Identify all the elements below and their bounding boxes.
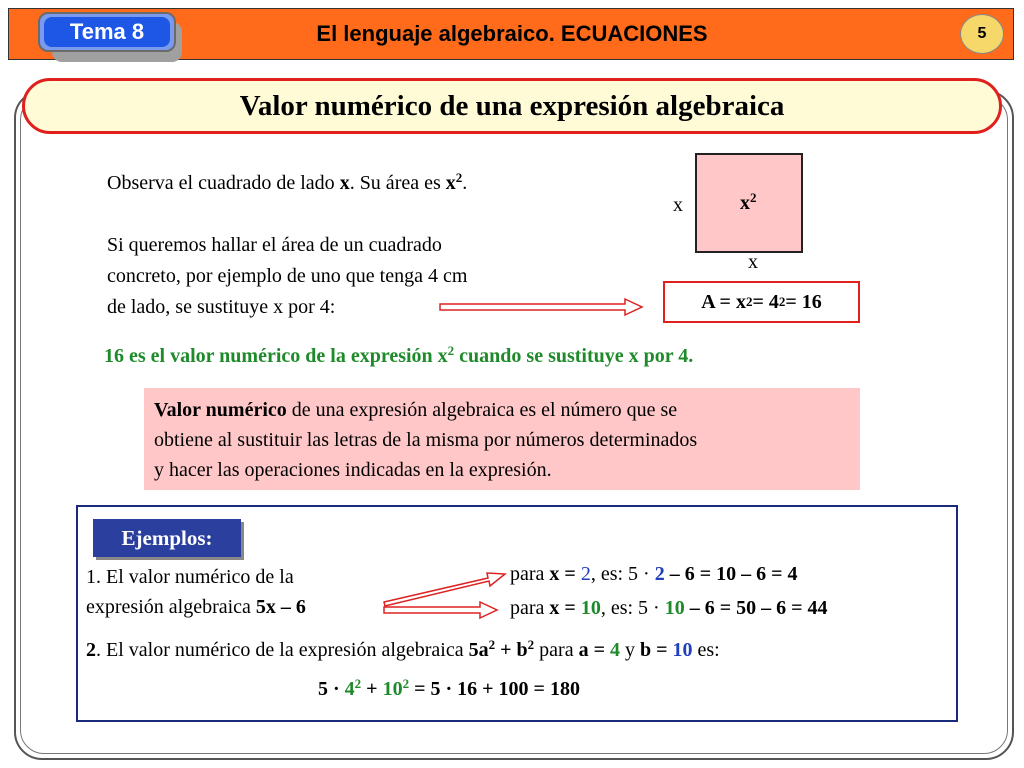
result-exp1: 2 (354, 675, 362, 691)
square-side-left: x (673, 194, 683, 216)
case-b-val: 10 (580, 597, 601, 619)
example2-a-value: 4 (609, 639, 620, 661)
result-exp2: 2 (402, 675, 410, 691)
example2-and: y (619, 639, 640, 661)
definition-line3: y hacer las operaciones indicadas en la expresión. (154, 459, 552, 481)
result-pre: 5 · (318, 678, 345, 700)
example2-expr-a: 5a (468, 639, 489, 661)
example2-b-label: b = (639, 639, 673, 661)
example2-expr-b: + b (495, 639, 528, 661)
case-a-pre: para (510, 563, 550, 585)
conclusion-text: 16 es el valor numérico de la expresión x (104, 345, 448, 367)
conclusion-text-end: cuando se sustituye x por 4. (454, 345, 694, 367)
definition-term: Valor numérico (154, 399, 287, 421)
case-a-var: x = (549, 563, 581, 585)
example1-expression: 5x – 6 (255, 596, 306, 618)
intro-text-end: . (462, 172, 468, 194)
example-arrow-lower (384, 602, 497, 618)
example2-end: es: (692, 639, 720, 661)
square-area-base: x (740, 192, 750, 214)
example2-number: 2 (86, 639, 96, 661)
tema-label: Tema 8 (44, 17, 170, 47)
conclusion-exp: 2 (447, 342, 455, 358)
square-side-bottom: x (748, 251, 758, 273)
area-lhs: A = x (701, 290, 746, 313)
result-post: = 5 · 16 + 100 = 180 (409, 678, 580, 700)
intro-text-mid: . Su área es (349, 172, 446, 194)
example2-b-value: 10 (672, 639, 693, 661)
definition-line1-rest: de una expresión algebraica es el número que se (286, 399, 678, 421)
case-a-mid: , es: 5 · (590, 563, 655, 585)
case-b-var: x = (549, 597, 581, 619)
example1-text: expresión algebraica (86, 596, 256, 618)
result-a: 4 (344, 678, 355, 700)
case-a-val2: 2 (654, 563, 665, 585)
intro-area-base: x (445, 172, 456, 194)
example1-line1: 1. El valor numérico de la (86, 566, 294, 588)
substitution-arrow (440, 299, 642, 315)
definition-line2: obtiene al sustituir las letras de la misma por números determinados (154, 429, 698, 451)
example2-text: . El valor numérico de la expresión algebraica (96, 639, 469, 661)
example2-a-label: a = (578, 639, 610, 661)
case-a-val: 2 (580, 563, 591, 585)
example2-exp-a: 2 (488, 636, 496, 652)
case-b-pre: para (510, 597, 550, 619)
case-b-mid: , es: 5 · (600, 597, 665, 619)
case-a-post: – 6 = 10 – 6 = 4 (664, 563, 798, 585)
result-plus: + (361, 678, 383, 700)
intro-area-exp: 2 (455, 169, 463, 185)
case-b-val2: 10 (664, 597, 685, 619)
result-b: 10 (382, 678, 403, 700)
area-rhs: = 16 (785, 290, 822, 313)
intro-para-line3: de lado, se sustituye x por 4: (107, 296, 336, 318)
page-number: 5 (960, 14, 1004, 54)
slide-title: Valor numérico de una expresión algebraica (22, 78, 1002, 134)
intro-para-line2: concreto, por ejemplo de uno que tenga 4 cm (107, 265, 468, 287)
example2-exp-b: 2 (527, 636, 535, 652)
intro-var: x (339, 172, 350, 194)
area-formula-box: A = x 2 = 4 2 = 16 (663, 281, 860, 323)
area-mid: = 4 (752, 290, 779, 313)
intro-text: Observa el cuadrado de lado (107, 172, 340, 194)
case-b-post: – 6 = 50 – 6 = 44 (684, 597, 828, 619)
square-area-exp: 2 (750, 189, 757, 205)
example2-mid: para (534, 639, 579, 661)
example-arrow-upper (384, 573, 505, 606)
examples-label: Ejemplos: (93, 519, 241, 557)
intro-para-line1: Si queremos hallar el área de un cuadrado (107, 234, 442, 256)
header-title: El lenguaje algebraico. ECUACIONES (316, 21, 708, 46)
